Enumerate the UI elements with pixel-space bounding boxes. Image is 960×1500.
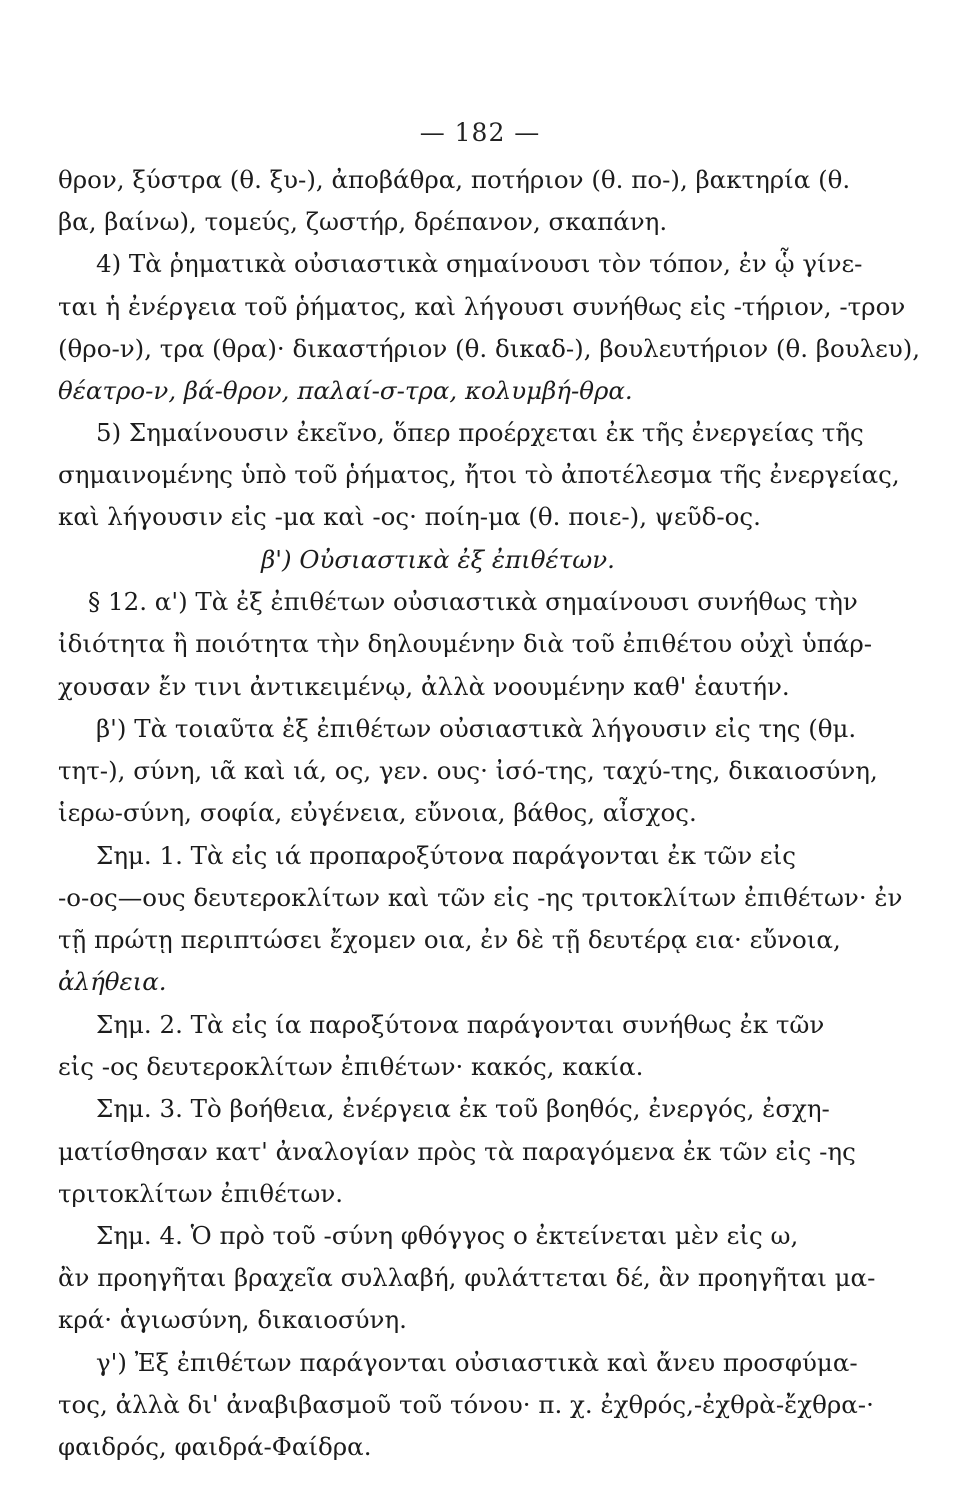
text-line: ἀλήθεια.	[58, 967, 167, 996]
text-line: βα, βαίνω), τομεύς, ζωστήρ, δρέπανον, σκαπάνη.	[58, 207, 668, 236]
page-number: — 182 —	[419, 118, 541, 147]
text-line: Σημ. 1. Τὰ εἰς ιά προπαροξύτονα παράγονται ἐκ τῶν εἰς	[96, 841, 796, 870]
text-line: σημαινομένης ὑπὸ τοῦ ῥήματος, ἤτοι τὸ ἀποτέλεσμα τῆς ἐνεργείας,	[58, 460, 900, 489]
text-line: εἰς -ος δευτεροκλίτων ἐπιθέτων· κακός, κακία.	[58, 1052, 644, 1081]
text-line: φαιδρός, φαιδρά-Φαίδρα.	[58, 1432, 372, 1461]
text-line: ται ἡ ἐνέργεια τοῦ ῥήματος, καὶ λήγουσι συνήθως εἰς -τήριον, -τρον	[58, 292, 906, 321]
text-line: 4) Τὰ ῥηματικὰ οὐσιαστικὰ σημαίνουσι τὸν τόπον, ἐν ᾧ γίνε-	[96, 249, 863, 278]
text-line: ἱερω-σύνη, σοφία, εὐγένεια, εὔνοια, βάθος, αἶσχος.	[58, 798, 697, 827]
text-line: τῇ πρώτῃ περιπτώσει ἔχομεν οια, ἐν δὲ τῇ δευτέρᾳ εια· εὔνοια,	[58, 925, 841, 954]
text-line: καὶ λήγουσιν εἰς -μα καὶ -ος· ποίη-μα (θ. ποιε-), ψεῦδ-ος.	[58, 502, 761, 531]
text-line: (θρο-ν), τρα (θρα)· δικαστήριον (θ. δικαδ-), βουλευτήριον (θ. βουλευ),	[58, 334, 921, 363]
text-line: Σημ. 2. Τὰ εἰς ία παροξύτονα παράγονται συνήθως ἐκ τῶν	[96, 1010, 825, 1039]
text-line: τητ-), σύνη, ιᾶ καὶ ιά, ος, γεν. ους· ἰσό-της, ταχύ-της, δικαιοσύνη,	[58, 756, 878, 785]
text-line: τριτοκλίτων ἐπιθέτων.	[58, 1179, 344, 1208]
text-line: θρον, ξύστρα (θ. ξυ-), ἀποβάθρα, ποτήριον (θ. πο-), βακτηρία (θ.	[58, 165, 851, 194]
text-line: γ') Ἐξ ἐπιθέτων παράγονται οὐσιαστικὰ καὶ ἄνευ προσφύμα-	[96, 1348, 858, 1377]
section-heading: β') Οὐσιαστικὰ ἐξ ἐπιθέτων.	[261, 545, 615, 574]
text-line: ματίσθησαν κατ' ἀναλογίαν πρὸς τὰ παραγόμενα ἐκ τῶν εἰς -ης	[58, 1137, 856, 1166]
text-line: ἂν προηγῆται βραχεῖα συλλαβή, φυλάττεται δέ, ἂν προηγῆται μα-	[58, 1263, 876, 1292]
text-line: § 12. α') Τὰ ἐξ ἐπιθέτων οὐσιαστικὰ σημαίνουσι συνήθως τὴν	[88, 587, 858, 616]
text-line: κρά· ἁγιωσύνη, δικαιοσύνη.	[58, 1305, 407, 1334]
text-line: θέατρο-ν, βά-θρον, παλαί-σ-τρα, κολυμβή-θρα.	[58, 376, 633, 405]
text-line: Σημ. 3. Τὸ βοήθεια, ἐνέργεια ἐκ τοῦ βοηθός, ἐνεργός, ἐσχη-	[96, 1094, 830, 1123]
text-line: Σημ. 4. Ὁ πρὸ τοῦ -σύνη φθόγγος ο ἐκτείνεται μὲν εἰς ω,	[96, 1221, 799, 1250]
text-line: ἰδιότητα ἢ ποιότητα τὴν δηλουμένην διὰ τοῦ ἐπιθέτου οὐχὶ ὑπάρ-	[58, 629, 873, 658]
text-line: β') Τὰ τοιαῦτα ἐξ ἐπιθέτων οὐσιαστικὰ λήγουσιν εἰς της (θμ.	[96, 714, 857, 743]
text-line: τος, ἀλλὰ δι' ἀναβιβασμοῦ τοῦ τόνου· π. χ. ἐχθρός,-ἐχθρὰ-ἔχθρα-·	[58, 1390, 874, 1419]
text-line: 5) Σημαίνουσιν ἐκεῖνο, ὅπερ προέρχεται ἐκ τῆς ἐνεργείας τῆς	[96, 418, 864, 447]
text-line: χουσαν ἔν τινι ἀντικειμένῳ, ἀλλὰ νοουμένην καθ' ἑαυτήν.	[58, 672, 790, 701]
text-line: -ο-ος—ους δευτεροκλίτων καὶ τῶν εἰς -ης τριτοκλίτων ἐπιθέτων· ἐν	[58, 883, 903, 912]
